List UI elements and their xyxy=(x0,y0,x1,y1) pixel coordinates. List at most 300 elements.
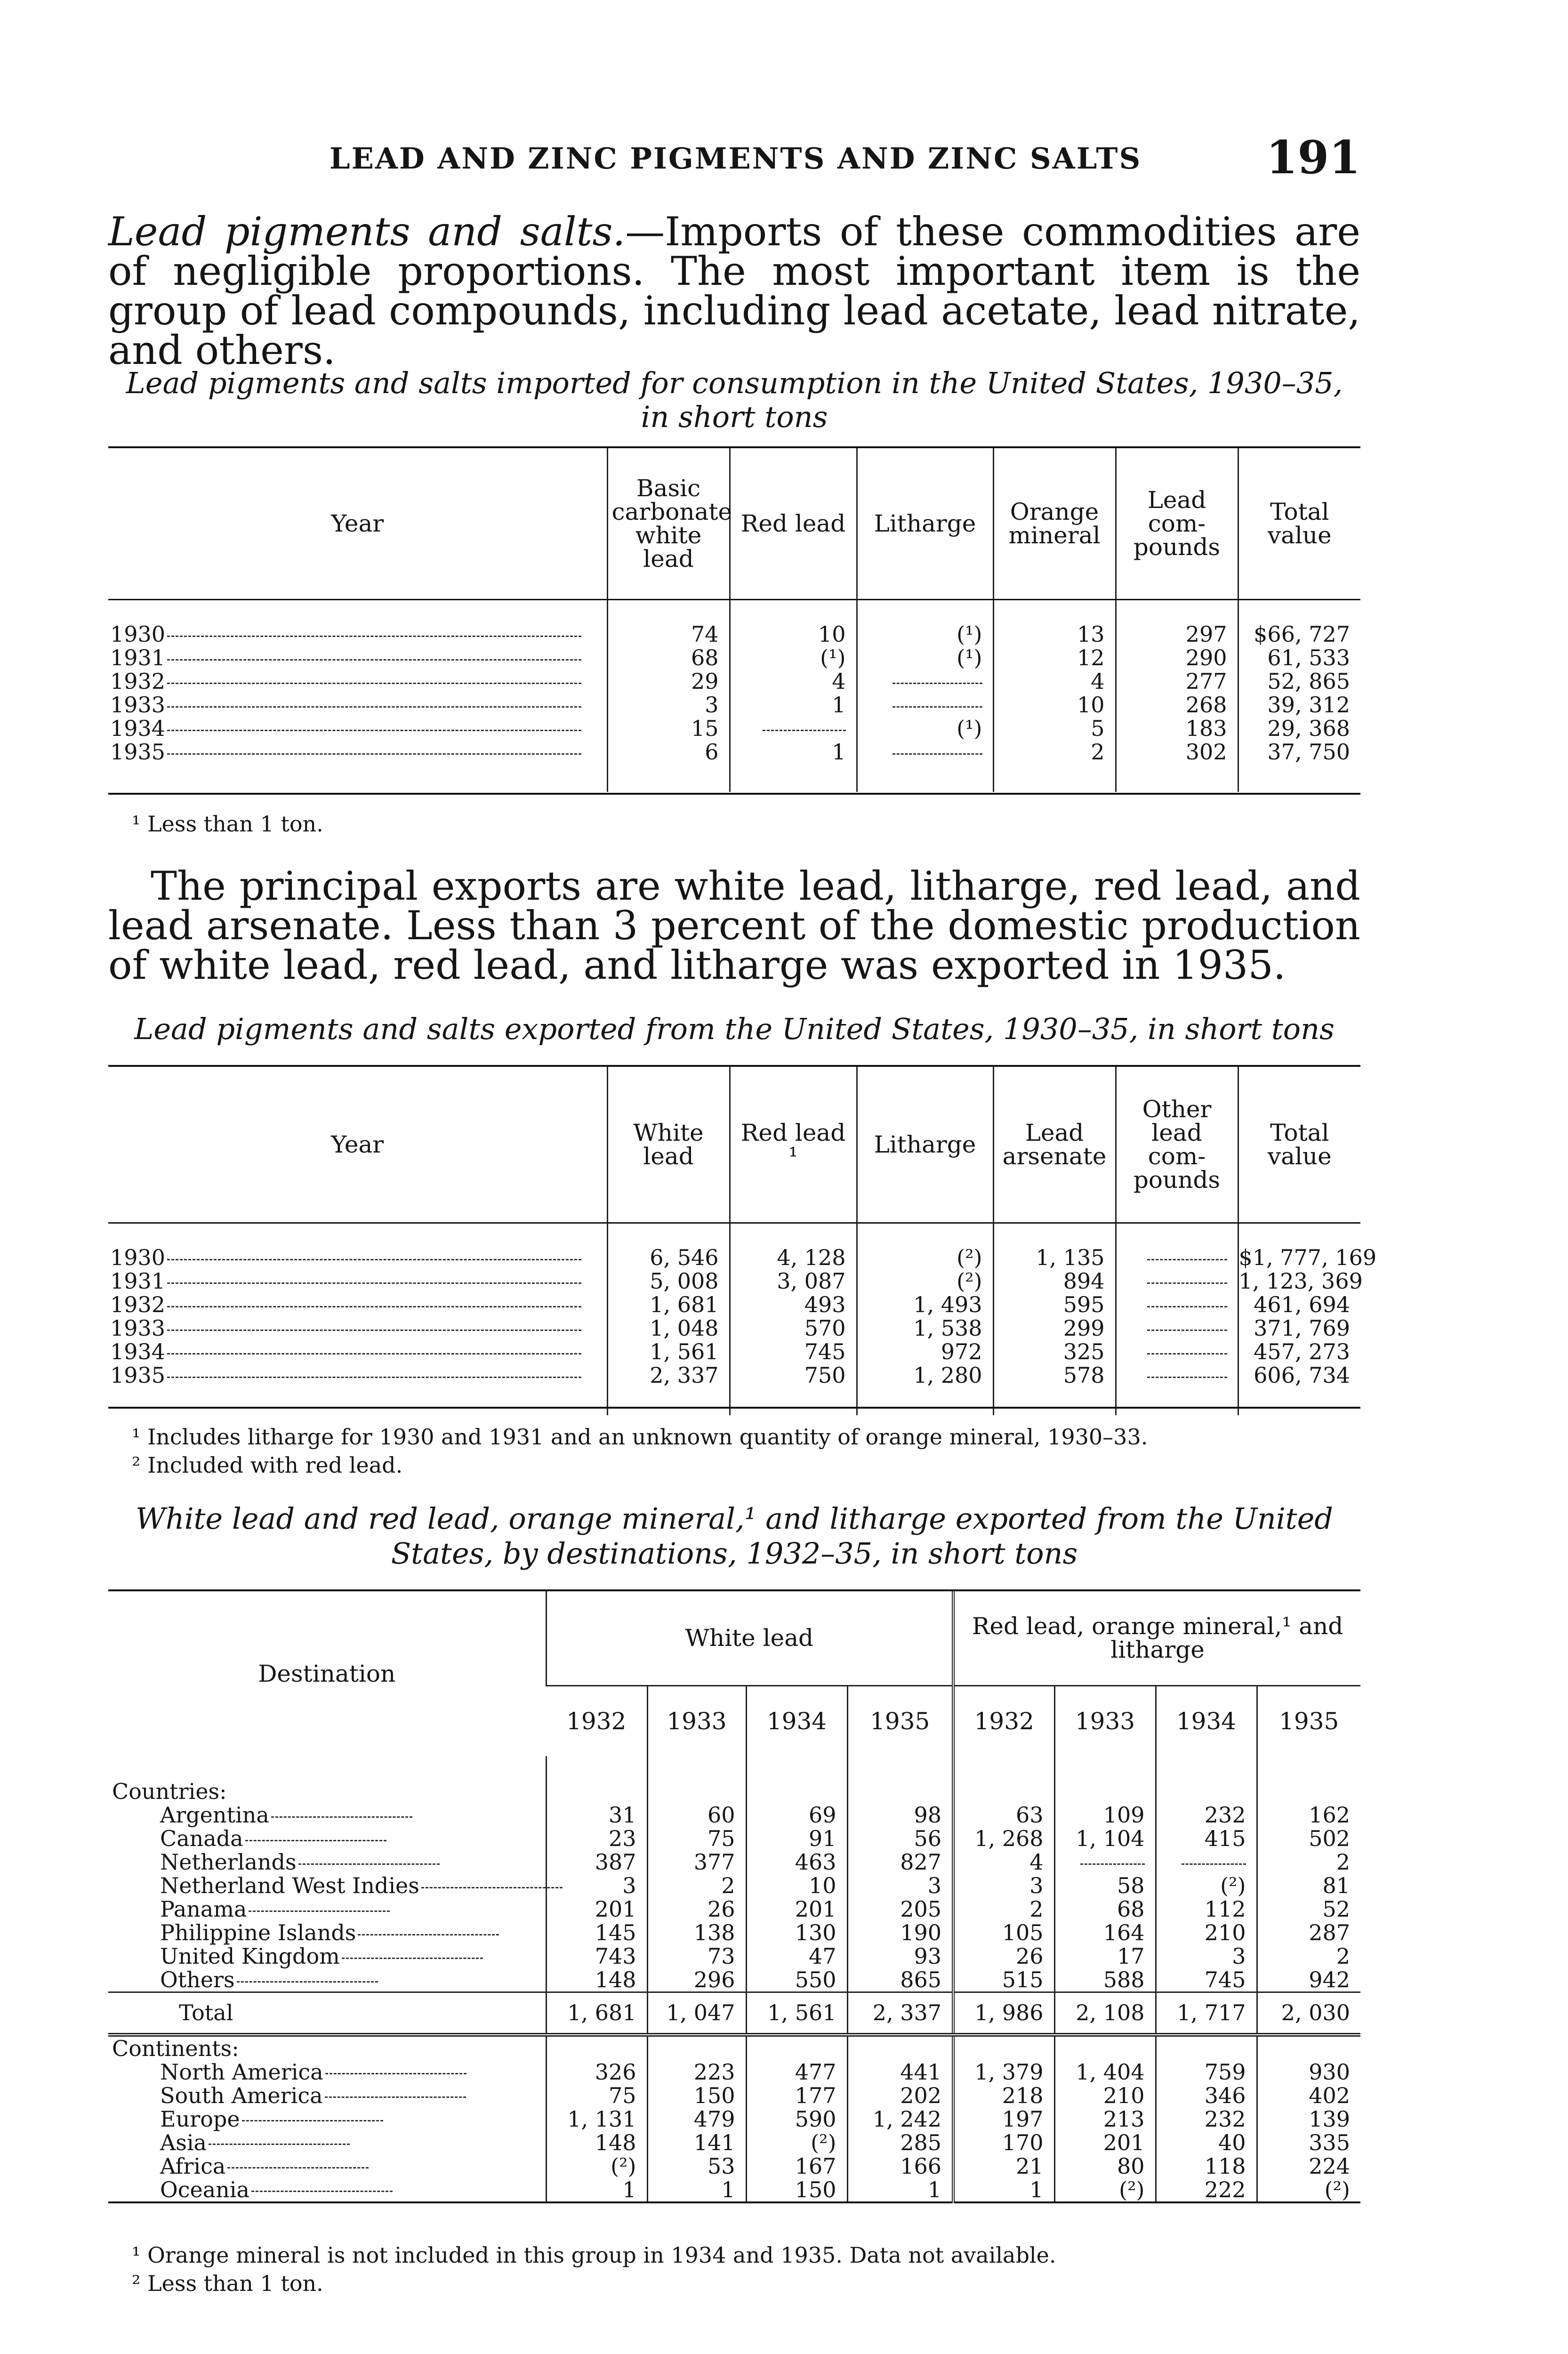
running-head xyxy=(108,131,1360,183)
value-cell: 112 xyxy=(1156,1897,1257,1921)
value-cell: 29 xyxy=(607,669,730,693)
leader-dots xyxy=(167,730,581,731)
exports-caption: Lead pigments and salts exported from the United States, 1930–35, in short tons xyxy=(134,1012,1335,1046)
value-cell: 139 xyxy=(1257,2107,1360,2131)
imports-col-lead-compounds: Lead com-pounds xyxy=(1116,448,1238,599)
value-cell: $1, 777, 169 xyxy=(1238,1245,1377,1270)
value-cell: 588 xyxy=(1054,1968,1156,1992)
value-cell: 302 xyxy=(1116,740,1238,764)
imports-row xyxy=(108,669,1360,693)
empty-cell xyxy=(1054,1780,1156,1803)
continent-row xyxy=(108,2107,1360,2131)
value-cell: 4 xyxy=(953,1850,1054,1874)
spacer-cell xyxy=(730,599,857,622)
spacer-cell xyxy=(953,1756,1054,1780)
imports-footnote: ¹ Less than 1 ton. xyxy=(132,811,323,837)
destination-name xyxy=(108,1944,546,1968)
value-cell: 745 xyxy=(730,1340,857,1363)
leader-dots xyxy=(249,1911,390,1912)
value-cell: 461, 694 xyxy=(1238,1293,1360,1316)
value-cell: 58 xyxy=(1054,1874,1156,1897)
imports-col-litharge: Litharge xyxy=(857,448,993,599)
value-cell: 105 xyxy=(953,1921,1054,1944)
value-cell: 493 xyxy=(730,1293,857,1316)
exports-col-red-lead: Red lead ¹ xyxy=(730,1067,857,1222)
value-cell: 299 xyxy=(993,1316,1116,1340)
empty-cell xyxy=(647,1780,746,1803)
country-row xyxy=(108,1944,1360,1968)
value-cell: (²) xyxy=(1257,2178,1360,2202)
destinations-caption-line2: States, by destinations, 1932–35, in short tons xyxy=(391,1536,1078,1571)
value-cell: 1, 538 xyxy=(857,1316,993,1340)
destination-label: Panama xyxy=(160,1896,247,1922)
value-cell: 1, 135 xyxy=(993,1246,1116,1269)
spacer-row xyxy=(108,764,1360,792)
value-cell: 346 xyxy=(1156,2084,1257,2107)
continent-row xyxy=(108,2131,1360,2154)
continent-row xyxy=(108,2084,1360,2107)
country-row xyxy=(108,1897,1360,1921)
leader-dots xyxy=(242,2120,383,2121)
exports-footnote-2: ² Included with red lead. xyxy=(132,1452,403,1478)
imports-row xyxy=(108,717,1360,740)
leader-dots xyxy=(167,706,581,708)
value-cell: 164 xyxy=(1054,1921,1156,1944)
value-cell xyxy=(1116,1293,1238,1316)
value-cell: 61, 533 xyxy=(1238,646,1360,669)
value-cell: 2 xyxy=(1257,1944,1360,1968)
dash-placeholder xyxy=(893,753,982,755)
destination-name xyxy=(108,1850,546,1874)
value-cell: 40 xyxy=(1156,2131,1257,2154)
value-cell: (²) xyxy=(746,2131,847,2154)
exports-table xyxy=(108,1067,1377,1415)
exports-row xyxy=(108,1363,1360,1387)
destination-name xyxy=(108,1921,546,1944)
value-cell: 268 xyxy=(1116,693,1238,717)
destinations-group-red-lead: Red lead, orange mineral,¹ and litharge xyxy=(953,1591,1360,1685)
value-cell: 6 xyxy=(607,740,730,764)
destination-label: South America xyxy=(160,2082,323,2108)
value-cell: 477 xyxy=(746,2060,847,2084)
section-label: Continents: xyxy=(112,2035,239,2061)
leader-dots xyxy=(167,1259,581,1260)
value-cell: 210 xyxy=(1054,2084,1156,2107)
value-cell: (²) xyxy=(1054,2178,1156,2202)
value-cell: 972 xyxy=(857,1340,993,1363)
value-cell: 1, 561 xyxy=(607,1340,730,1363)
value-cell: 201 xyxy=(746,1897,847,1921)
destination-name xyxy=(108,2154,546,2178)
spacer-cell xyxy=(1116,599,1238,622)
spacer-cell xyxy=(993,764,1116,792)
country-row xyxy=(108,1803,1360,1827)
spacer-cell xyxy=(746,1756,847,1780)
value-cell xyxy=(857,740,993,764)
value-cell: 479 xyxy=(647,2107,746,2131)
value-cell: 63 xyxy=(953,1803,1054,1827)
value-cell: 202 xyxy=(847,2084,953,2107)
exports-col-lead-arsenate: Lead arsenate xyxy=(993,1067,1116,1222)
total-value: 1, 047 xyxy=(647,1992,746,2035)
countries-label-row xyxy=(108,1780,1360,1803)
year-label: 1935 xyxy=(110,1362,166,1388)
year-cell xyxy=(108,1293,607,1316)
value-cell: 3 xyxy=(847,1874,953,1897)
destinations-year-header: 1932 xyxy=(566,1707,627,1735)
destination-label: Asia xyxy=(160,2129,207,2155)
empty-cell xyxy=(847,2035,953,2060)
value-cell: 3, 087 xyxy=(730,1269,857,1293)
destination-name xyxy=(108,2107,546,2131)
destination-label: United Kingdom xyxy=(160,1943,340,1969)
value-cell: 56 xyxy=(847,1827,953,1850)
leader-dots xyxy=(251,2191,393,2192)
spacer-cell xyxy=(607,764,730,792)
value-cell: 80 xyxy=(1054,2154,1156,2178)
value-cell: 2 xyxy=(953,1897,1054,1921)
value-cell: 745 xyxy=(1156,1968,1257,1992)
year-cell xyxy=(108,1316,607,1340)
value-cell: 441 xyxy=(847,2060,953,2084)
value-cell: 12 xyxy=(993,646,1116,669)
value-cell: 37, 750 xyxy=(1238,740,1360,764)
value-cell: (¹) xyxy=(857,717,993,740)
destination-name xyxy=(108,1874,546,1897)
spacer-cell xyxy=(108,764,607,792)
leader-dots xyxy=(237,1981,378,1983)
spacer-cell xyxy=(857,1222,993,1246)
exports-row xyxy=(108,1316,1360,1340)
value-cell: 1 xyxy=(647,2178,746,2202)
value-cell: 205 xyxy=(847,1897,953,1921)
value-cell: 201 xyxy=(546,1897,647,1921)
destination-label: Canada xyxy=(160,1826,243,1851)
year-label: 1934 xyxy=(110,716,166,741)
value-cell: 10 xyxy=(730,622,857,646)
destinations-year-header: 1932 xyxy=(953,1685,1054,1756)
spacer-cell xyxy=(108,1387,607,1415)
leader-dots xyxy=(227,2167,369,2169)
destination-name xyxy=(108,2060,546,2084)
leader-dots xyxy=(245,1840,386,1841)
year-cell xyxy=(108,1340,607,1363)
destination-name xyxy=(108,1968,546,1992)
year-label: 1933 xyxy=(110,692,166,717)
leader-dots xyxy=(167,1330,581,1331)
value-cell: 759 xyxy=(1156,2060,1257,2084)
intro-paragraph xyxy=(108,209,1360,373)
value-cell: 290 xyxy=(1116,646,1238,669)
value-cell: 3 xyxy=(1156,1944,1257,1968)
imports-col-white-lead: Basic carbonate white lead xyxy=(607,448,730,599)
value-cell: 232 xyxy=(1156,2107,1257,2131)
value-cell: 52, 865 xyxy=(1238,669,1360,693)
destinations-year-header: 1935 xyxy=(847,1685,953,1756)
value-cell: 1, 379 xyxy=(953,2060,1054,2084)
value-cell: 26 xyxy=(953,1944,1054,1968)
destination-label: Others xyxy=(160,1967,235,1992)
value-cell: 218 xyxy=(953,2084,1054,2107)
imports-bottom-rule xyxy=(108,793,1360,795)
exports-header-rule xyxy=(108,1222,1360,1224)
spacer-cell xyxy=(1116,764,1238,792)
empty-cell xyxy=(1257,1780,1360,1803)
value-cell: 232 xyxy=(1156,1803,1257,1827)
value-cell: 52 xyxy=(1257,1897,1360,1921)
value-cell: 371, 769 xyxy=(1238,1316,1360,1340)
dash-placeholder xyxy=(893,683,982,684)
exports-col-litharge: Litharge xyxy=(857,1067,993,1222)
year-cell xyxy=(108,1246,607,1269)
value-cell: 1 xyxy=(953,2178,1054,2202)
dash-placeholder xyxy=(763,730,845,731)
value-cell xyxy=(1116,1269,1238,1293)
exports-bottom-rule xyxy=(108,1407,1360,1409)
value-cell: 5 xyxy=(993,717,1116,740)
value-cell: 74 xyxy=(607,622,730,646)
value-cell xyxy=(857,669,993,693)
value-cell: 942 xyxy=(1257,1968,1360,1992)
continent-row xyxy=(108,2060,1360,2084)
spacer-cell xyxy=(993,1222,1116,1246)
value-cell: 75 xyxy=(546,2084,647,2107)
leader-dots xyxy=(167,1377,581,1378)
spacer-cell xyxy=(1156,1756,1257,1780)
dash-placeholder xyxy=(1147,1306,1227,1307)
destination-name xyxy=(108,1803,546,1827)
value-cell: 21 xyxy=(953,2154,1054,2178)
value-cell: 170 xyxy=(953,2131,1054,2154)
continent-row xyxy=(108,2154,1360,2178)
year-label: 1930 xyxy=(110,621,166,647)
value-cell: 1 xyxy=(730,693,857,717)
value-cell: 1, 131 xyxy=(546,2107,647,2131)
value-cell: 145 xyxy=(546,1921,647,1944)
value-cell xyxy=(857,693,993,717)
year-cell xyxy=(108,717,607,740)
exports-col-total-value: Total value xyxy=(1238,1067,1360,1222)
year-cell xyxy=(108,669,607,693)
leader-dots xyxy=(167,1353,581,1354)
value-cell: 68 xyxy=(1054,1897,1156,1921)
running-title: LEAD AND ZINC PIGMENTS AND ZINC SALTS xyxy=(330,141,1142,176)
value-cell: 60 xyxy=(647,1803,746,1827)
imports-row xyxy=(108,646,1360,669)
imports-row xyxy=(108,693,1360,717)
dash-placeholder xyxy=(1080,1863,1145,1865)
value-cell: (²) xyxy=(546,2154,647,2178)
spacer-cell xyxy=(108,1222,607,1246)
page-number: 191 xyxy=(1266,131,1360,184)
value-cell: 1, 268 xyxy=(953,1827,1054,1850)
spacer-cell xyxy=(730,1387,857,1415)
imports-table xyxy=(108,448,1360,792)
value-cell: $66, 727 xyxy=(1238,622,1360,646)
value-cell: 570 xyxy=(730,1316,857,1340)
leader-dots xyxy=(271,1816,412,1818)
value-cell xyxy=(1116,1316,1238,1340)
year-label: 1932 xyxy=(110,669,166,694)
leader-dots xyxy=(167,1306,581,1307)
leader-dots xyxy=(421,1887,563,1888)
value-cell: 1, 242 xyxy=(847,2107,953,2131)
year-cell xyxy=(108,646,607,669)
value-cell: 201 xyxy=(1054,2131,1156,2154)
value-cell: 166 xyxy=(847,2154,953,2178)
value-cell: 743 xyxy=(546,1944,647,1968)
value-cell: 109 xyxy=(1054,1803,1156,1827)
value-cell: 502 xyxy=(1257,1827,1360,1850)
year-label: 1935 xyxy=(110,739,166,765)
spacer-cell xyxy=(857,599,993,622)
value-cell: 6, 546 xyxy=(607,1246,730,1269)
leader-dots xyxy=(325,2096,466,2098)
value-cell: 1, 280 xyxy=(857,1363,993,1387)
value-cell: 141 xyxy=(647,2131,746,2154)
destination-label: Netherland West Indies xyxy=(160,1873,419,1898)
exports-footnote-1: ¹ Includes litharge for 1930 and 1931 and an unknown quantity of orange mineral, 1930–33. xyxy=(132,1424,1148,1450)
leader-dots xyxy=(342,1958,483,1959)
total-value: 1, 681 xyxy=(546,1992,647,2035)
imports-row xyxy=(108,622,1360,646)
empty-cell xyxy=(1257,2035,1360,2060)
value-cell: (²) xyxy=(857,1246,993,1269)
total-value: 1, 561 xyxy=(746,1992,847,2035)
value-cell: 402 xyxy=(1257,2084,1360,2107)
value-cell xyxy=(1116,1340,1238,1363)
total-value: 2, 030 xyxy=(1257,1992,1360,2035)
year-label: 1932 xyxy=(110,1292,166,1317)
value-cell: 827 xyxy=(847,1850,953,1874)
value-cell: 118 xyxy=(1156,2154,1257,2178)
value-cell: 1, 681 xyxy=(607,1293,730,1316)
destinations-col-destination: Destination xyxy=(258,1660,396,1687)
dash-placeholder xyxy=(893,706,982,708)
destinations-footnote-1: ¹ Orange mineral is not included in this group in 1934 and 1935. Data not available. xyxy=(132,2242,1056,2268)
spacer-cell xyxy=(607,1222,730,1246)
exports-row xyxy=(108,1293,1360,1316)
value-cell: 1, 104 xyxy=(1054,1827,1156,1850)
value-cell: 222 xyxy=(1156,2178,1257,2202)
destination-name xyxy=(108,2178,546,2202)
value-cell xyxy=(1116,1246,1238,1269)
value-cell: (¹) xyxy=(857,622,993,646)
value-cell: 47 xyxy=(746,1944,847,1968)
imports-col-year: Year xyxy=(331,510,384,537)
value-cell: 75 xyxy=(647,1827,746,1850)
destination-name xyxy=(108,2131,546,2154)
value-cell: 377 xyxy=(647,1850,746,1874)
leader-dots xyxy=(298,1863,440,1865)
total-row xyxy=(108,1992,1360,2035)
destinations-table xyxy=(108,1591,1360,2203)
dash-placeholder xyxy=(1147,1330,1227,1331)
value-cell: 296 xyxy=(647,1968,746,1992)
destination-name xyxy=(108,1827,546,1850)
leader-dots xyxy=(167,683,581,684)
value-cell: 4, 128 xyxy=(730,1246,857,1269)
spacer-cell xyxy=(607,599,730,622)
exports-row xyxy=(108,1269,1360,1293)
empty-cell xyxy=(1054,2035,1156,2060)
empty-cell xyxy=(546,2035,647,2060)
value-cell: 210 xyxy=(1156,1921,1257,1944)
value-cell: 53 xyxy=(647,2154,746,2178)
destination-label: Netherlands xyxy=(160,1849,297,1875)
value-cell: 1, 404 xyxy=(1054,2060,1156,2084)
value-cell: 15 xyxy=(607,717,730,740)
spacer-cell xyxy=(647,1756,746,1780)
exports-row xyxy=(108,1340,1360,1363)
value-cell: 2 xyxy=(993,740,1116,764)
value-cell: 515 xyxy=(953,1968,1054,1992)
spacer-cell xyxy=(993,1387,1116,1415)
value-cell: (²) xyxy=(857,1269,993,1293)
value-cell: 1 xyxy=(847,2178,953,2202)
value-cell: 750 xyxy=(730,1363,857,1387)
value-cell: (²) xyxy=(1156,1874,1257,1897)
value-cell: (¹) xyxy=(730,646,857,669)
destination-label: North America xyxy=(160,2059,323,2085)
value-cell: 595 xyxy=(993,1293,1116,1316)
year-cell xyxy=(108,1363,607,1387)
value-cell: (¹) xyxy=(857,646,993,669)
spacer-cell xyxy=(1054,1756,1156,1780)
value-cell: 150 xyxy=(746,2178,847,2202)
spacer-cell xyxy=(607,1387,730,1415)
dash-placeholder xyxy=(1182,1863,1246,1865)
leader-dots xyxy=(167,1282,581,1284)
imports-col-red-lead: Red lead xyxy=(730,448,857,599)
value-cell: 277 xyxy=(1116,669,1238,693)
destinations-footnote-2: ² Less than 1 ton. xyxy=(132,2271,323,2296)
spacer-cell xyxy=(1116,1387,1238,1415)
value-cell: 1 xyxy=(546,2178,647,2202)
destination-label: Philippine Islands xyxy=(160,1920,356,1945)
empty-cell xyxy=(953,2035,1054,2060)
dash-placeholder xyxy=(1147,1282,1227,1284)
value-cell: 894 xyxy=(993,1269,1116,1293)
empty-cell xyxy=(546,1780,647,1803)
value-cell: 1, 123, 369 xyxy=(1238,1268,1363,1294)
value-cell: 325 xyxy=(993,1340,1116,1363)
leader-dots xyxy=(167,636,581,637)
value-cell: 177 xyxy=(746,2084,847,2107)
value-cell xyxy=(1054,1850,1156,1874)
spacer-cell xyxy=(993,599,1116,622)
value-cell: 223 xyxy=(647,2060,746,2084)
imports-col-total-value: Total value xyxy=(1238,448,1360,599)
year-label: 1931 xyxy=(110,645,166,670)
year-label: 1930 xyxy=(110,1245,166,1270)
spacer-cell xyxy=(108,599,607,622)
value-cell: 68 xyxy=(607,646,730,669)
value-cell: 213 xyxy=(1054,2107,1156,2131)
value-cell: 297 xyxy=(1116,622,1238,646)
value-cell: 3 xyxy=(607,693,730,717)
destinations-year-header: 1933 xyxy=(1054,1685,1156,1756)
spacer-cell xyxy=(857,1387,993,1415)
total-value: 2, 108 xyxy=(1054,1992,1156,2035)
value-cell: 335 xyxy=(1257,2131,1360,2154)
value-cell: 148 xyxy=(546,2131,647,2154)
value-cell: 285 xyxy=(847,2131,953,2154)
spacer-cell xyxy=(1238,1222,1360,1246)
empty-cell xyxy=(647,2035,746,2060)
country-row xyxy=(108,1827,1360,1850)
year-cell xyxy=(108,1269,607,1293)
